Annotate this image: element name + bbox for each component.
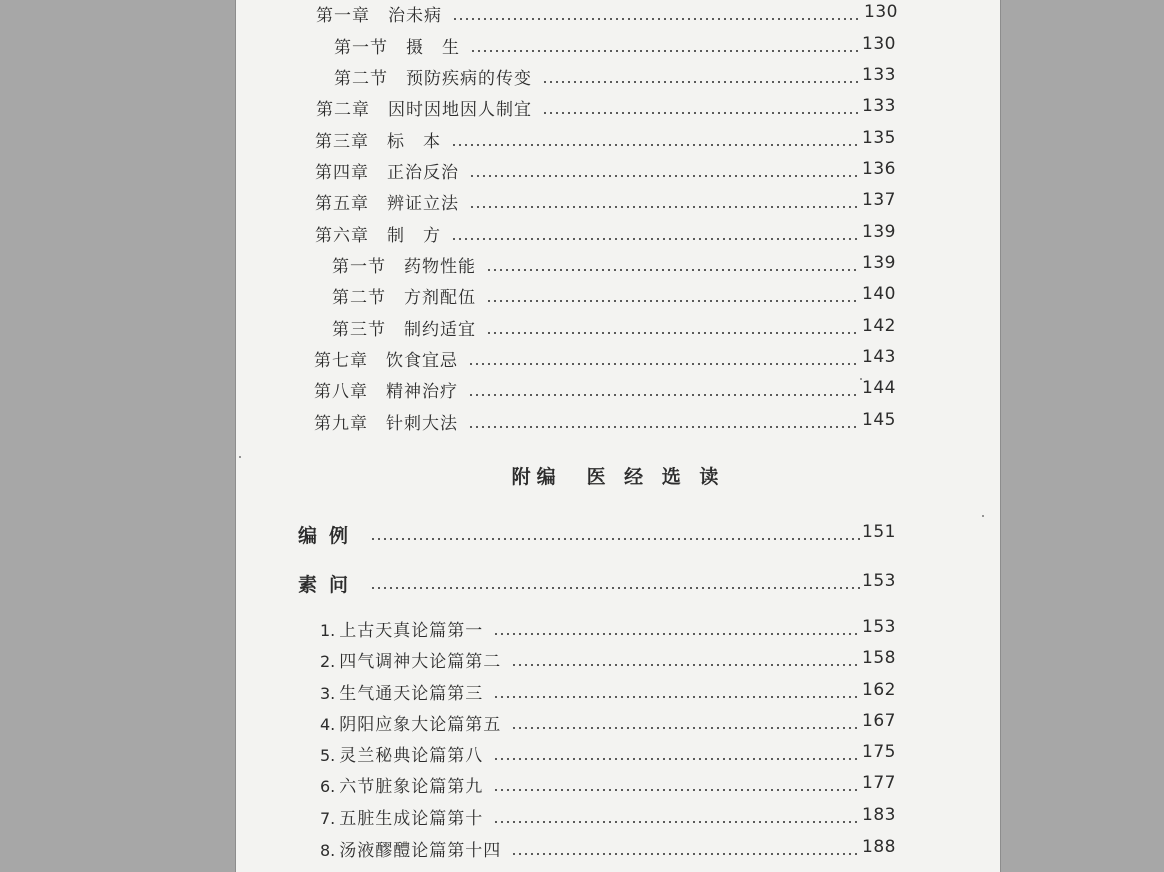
toc-section-label: 编例 — [298, 525, 361, 547]
toc-section[interactable] — [298, 565, 896, 595]
chapter-page: 183 — [862, 805, 896, 825]
scan-speck — [239, 456, 241, 458]
chapter-number: 7. — [320, 809, 336, 828]
dot-leader — [486, 332, 860, 334]
toc-entry[interactable] — [314, 378, 896, 402]
dot-leader — [470, 50, 860, 52]
dot-leader — [493, 696, 860, 698]
toc-entry-page: 137 — [862, 190, 896, 210]
toc-entry-page: 139 — [862, 253, 896, 273]
chapter-entry[interactable] — [320, 805, 896, 829]
toc-entry-page: 130 — [862, 34, 896, 54]
chapter-number: 4. — [320, 715, 336, 734]
toc-entry[interactable] — [314, 347, 896, 371]
chapter-label: 阴阳应象大论篇第五 — [339, 715, 502, 735]
document-page — [236, 0, 1000, 872]
toc-entry-page: 139 — [862, 222, 896, 242]
toc-entry-page: 145 — [862, 410, 896, 430]
dot-leader — [493, 821, 860, 823]
toc-entry-label: 第一章 治未病 — [316, 6, 442, 26]
toc-entry-page: 140 — [862, 284, 896, 304]
toc-section-page: 151 — [862, 522, 896, 542]
chapter-label: 生气通天论篇第三 — [339, 684, 484, 704]
toc-entry-label: 第二节 预防疾病的传变 — [334, 69, 532, 89]
toc-entry-page: 143 — [862, 347, 896, 367]
chapter-page: 175 — [862, 742, 896, 762]
chapter-number: 8. — [320, 841, 336, 860]
toc-entry[interactable] — [332, 253, 896, 277]
chapter-page: 177 — [862, 773, 896, 793]
toc-section-label: 素问 — [298, 574, 361, 596]
chapter-page: 153 — [862, 617, 896, 637]
toc-entry-label: 第三节 制约适宜 — [332, 320, 476, 340]
chapter-label: 六节脏象论篇第九 — [339, 777, 484, 797]
toc-entry-label: 第一节 摄 生 — [334, 38, 460, 58]
dot-leader — [493, 633, 860, 635]
toc-entry-label: 第三章 标 本 — [315, 132, 441, 152]
chapter-number: 2. — [320, 652, 336, 671]
chapter-label: 上古天真论篇第一 — [339, 621, 484, 641]
chapter-number: 1. — [320, 621, 336, 640]
toc-entry[interactable] — [334, 34, 896, 58]
chapter-label: 五脏生成论篇第十 — [339, 809, 484, 829]
dot-leader — [486, 269, 860, 271]
toc-entry-page: 144 — [862, 378, 896, 398]
dot-leader — [451, 144, 860, 146]
toc-section-page: 153 — [862, 571, 896, 591]
dot-leader — [486, 300, 860, 302]
toc-entry[interactable] — [316, 2, 898, 26]
dot-leader — [493, 789, 860, 791]
scan-speck — [860, 378, 862, 380]
dot-leader — [493, 758, 860, 760]
chapter-page: 188 — [862, 837, 896, 857]
toc-entry-label: 第一节 药物性能 — [332, 257, 476, 277]
dot-leader — [468, 394, 860, 396]
toc-entry[interactable] — [314, 410, 896, 434]
appendix-title: 附编 医 经 选 读 — [511, 466, 725, 488]
toc-section[interactable] — [298, 516, 896, 546]
toc-entry-label: 第五章 辨证立法 — [315, 194, 459, 214]
chapter-entry[interactable] — [320, 648, 896, 672]
dot-leader — [542, 112, 860, 114]
dot-leader — [511, 664, 860, 666]
dot-leader — [511, 727, 860, 729]
dot-leader — [542, 81, 860, 83]
dot-leader — [452, 18, 862, 20]
dot-leader — [469, 175, 860, 177]
chapter-page: 158 — [862, 648, 896, 668]
toc-entry[interactable] — [315, 159, 896, 183]
chapter-number: 6. — [320, 777, 336, 796]
toc-entry-label: 第六章 制 方 — [315, 226, 441, 246]
chapter-entry[interactable] — [320, 773, 896, 797]
toc-entry-label: 第九章 针刺大法 — [314, 414, 458, 434]
toc-entry-label: 第八章 精神治疗 — [314, 382, 458, 402]
toc-entry-page: 142 — [862, 316, 896, 336]
toc-entry-label: 第二节 方剂配伍 — [332, 288, 476, 308]
toc-entry-page: 130 — [864, 2, 898, 22]
toc-entry-page: 133 — [862, 65, 896, 85]
toc-entry-label: 第四章 正治反治 — [315, 163, 459, 183]
chapter-label: 汤液醪醴论篇第十四 — [339, 841, 502, 861]
toc-entry[interactable] — [332, 316, 896, 340]
toc-entry-label: 第二章 因时因地因人制宜 — [316, 100, 532, 120]
toc-entry-page: 135 — [862, 128, 896, 148]
toc-entry[interactable] — [316, 96, 896, 120]
dot-leader — [468, 363, 860, 365]
chapter-label: 灵兰秘典论篇第八 — [339, 746, 484, 766]
dot-leader — [370, 587, 860, 589]
toc-entry-page: 136 — [862, 159, 896, 179]
chapter-page: 167 — [862, 711, 896, 731]
chapter-entry[interactable] — [320, 680, 896, 704]
dot-leader — [469, 206, 860, 208]
dot-leader — [511, 853, 860, 855]
toc-entry-page: 133 — [862, 96, 896, 116]
chapter-number: 5. — [320, 746, 336, 765]
chapter-entry[interactable] — [320, 837, 896, 861]
dot-leader — [468, 426, 860, 428]
chapter-page: 162 — [862, 680, 896, 700]
dot-leader — [451, 238, 860, 240]
chapter-entry[interactable] — [320, 711, 896, 735]
toc-entry[interactable] — [332, 284, 896, 308]
chapter-number: 3. — [320, 684, 336, 703]
chapter-entry[interactable] — [320, 742, 896, 766]
scan-speck — [982, 515, 984, 517]
toc-entry[interactable] — [334, 65, 896, 89]
dot-leader — [370, 538, 860, 540]
toc-entry[interactable] — [315, 128, 896, 152]
chapter-entry[interactable] — [320, 617, 896, 641]
toc-entry-label: 第七章 饮食宜忌 — [314, 351, 458, 371]
toc-entry[interactable] — [315, 222, 896, 246]
chapter-label: 四气调神大论篇第二 — [339, 652, 502, 672]
toc-entry[interactable] — [315, 190, 896, 214]
